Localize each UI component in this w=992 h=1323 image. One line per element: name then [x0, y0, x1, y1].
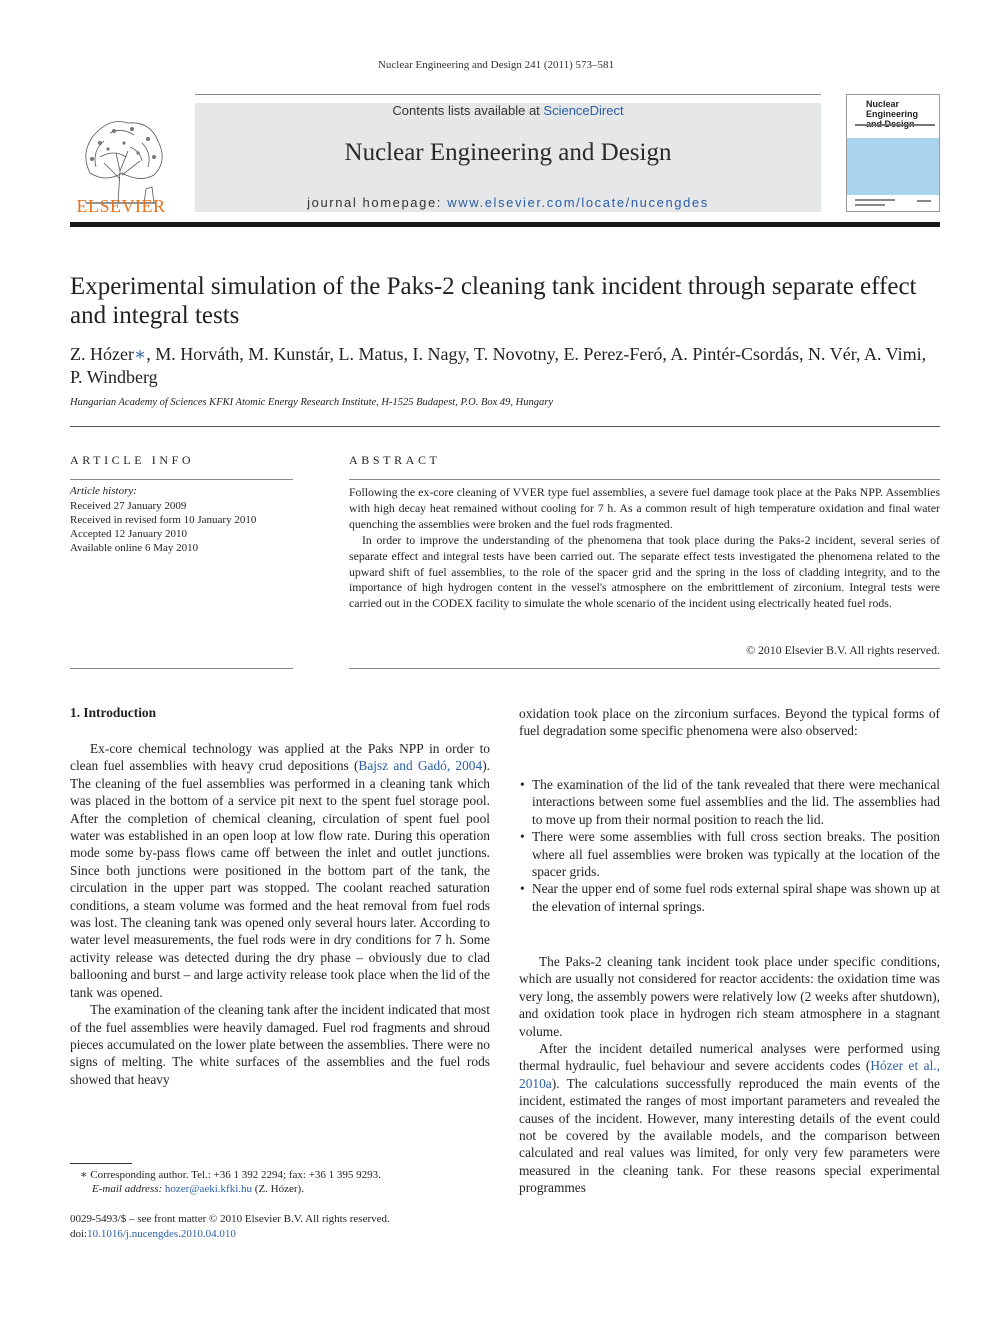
contents-available-line	[195, 103, 821, 118]
divider	[70, 668, 293, 669]
citation-link[interactable]: Bajsz and Gadó, 2004	[358, 758, 483, 774]
divider	[70, 479, 293, 480]
body-paragraph-continued: oxidation took place on the zirconium surfaces. Beyond the typical forms of fuel degradation some specific phenomena were also observed:	[519, 706, 940, 739]
masthead-rule	[195, 94, 821, 95]
email-suffix: (Z. Hózer).	[252, 1183, 304, 1195]
abstract-paragraph: Following the ex-core cleaning of VVER type fuel assemblies, a severe fuel damage took place at the Paks NPP. Assemblies with high decay heat remained without cooling for 7 h. As a common result of high temperature oxidation and final water quenching the assemblies were broken and the fuel rods fragmented.	[349, 485, 940, 531]
body-right-column-top	[519, 705, 940, 740]
abstract-text	[349, 485, 940, 612]
article-title: Experimental simulation of the Paks-2 cleaning tank incident through separate effect and integral tests	[70, 273, 917, 329]
text-run: ). The calculations successfully reproduced the main events of the incident, estimated the ranges of most important parameters and revealed the causes of the incident. However, many interesting details of the event could not be covered by the available models, and the comparison between calculated and real values was limited, for only very few parameters were measured in the cleaning tank. For these reasons special experimental programmes	[519, 1075, 940, 1196]
journal-citation: Nuclear Engineering and Design 241 (2011) 573–581	[377, 59, 615, 71]
body-left-column	[70, 740, 490, 1088]
body-paragraph	[519, 1040, 940, 1197]
cover-title: Nuclear Engineering	[866, 99, 919, 119]
doi-line	[70, 1227, 236, 1241]
journal-name: Nuclear Engineering and Design	[344, 139, 672, 166]
publisher-name: ELSEVIER	[76, 196, 166, 216]
email-label: E-mail address:	[92, 1183, 165, 1195]
affiliation: Hungarian Academy of Sciences KFKI Atomic Energy Research Institute, H-1525 Budapest, P.O. Box 49, Hungary	[70, 397, 554, 408]
doi-label: doi:	[70, 1228, 88, 1240]
divider	[70, 426, 940, 427]
contents-prefix: Contents lists available at	[392, 103, 544, 118]
journal-homepage-line	[195, 195, 821, 210]
history-received: Received 27 January 2009	[70, 500, 187, 512]
history-revised: Received in revised form 10 January 2010	[70, 514, 257, 526]
first-author: Z. Hózer	[70, 344, 134, 364]
divider	[349, 668, 940, 669]
body-paragraph: The examination of the cleaning tank after the incident indicated that most of the fuel assemblies were heavily damaged. Fuel rod fragments and shroud pieces accumulated on the lower plate between the assemblies. There were no signs of melting. The white surfaces of the assemblies and the fuel rods showed that heavy	[70, 1002, 490, 1087]
text-run: Ex-core chemical technology was applied at the Paks NPP in order to clean fuel assemblies with heavy crud depositions (	[70, 741, 490, 774]
body-paragraph: The Paks-2 cleaning tank incident took place under specific conditions, which are usually not considered for reactor accidents: the oxidation time was very long, the assembly powers were relatively low (2 weeks after shutdown), and oxidation took place in hydrogen rich steam atmosphere in a stagnant volume.	[519, 954, 940, 1039]
observation-list	[519, 776, 940, 915]
abstract-heading: ABSTRACT	[349, 453, 441, 467]
list-item: • There were some assemblies with full cross section breaks. The position where all fuel assemblies were broken was typically at the location of the spacer grids.	[519, 828, 940, 880]
front-matter-note: 0029-5493/$ – see front matter © 2010 Elsevier B.V. All rights reserved.	[70, 1213, 390, 1225]
corresponding-author-mark[interactable]: ∗	[133, 344, 147, 364]
history-online: Available online 6 May 2010	[70, 542, 199, 554]
citation-link[interactable]: Hózer et al., 2010a	[519, 1058, 941, 1091]
article-history-label: Article history:	[70, 485, 137, 497]
corresponding-author-note: ∗ Corresponding author. Tel.: +36 1 392 2294; fax: +36 1 395 9293.	[80, 1169, 381, 1181]
cover-image	[847, 138, 939, 195]
body-right-column	[519, 953, 940, 1197]
abstract-paragraph: In order to improve the understanding of the phenomena that took place during the Paks-2 incident, several series of separate effect and integral tests have been carried out. The separate effect tests investigated the phenomena related to the upward shift of fuel assemblies, to the role of the spacer grid and the spring in the loss of cladding integrity, and to the importance of high hydrogen content in the vessel's atmosphere on the embrittlement of zirconium. Integral tests were carried out in the CODEX facility to simulate the whole scenario of the incident using electrically heated fuel rods.	[349, 532, 940, 611]
footnote-rule	[70, 1163, 132, 1164]
text-run: After the incident detailed numerical analyses were performed using thermal hydraulic, fuel behaviour and severe accidents codes (	[519, 1041, 940, 1074]
text-run: ). The cleaning of the fuel assemblies was performed in a cleaning tank which was placed in the bottom of a service pit next to the spent fuel storage pool. After the completion of chemical cleaning, circulation of spent fuel pool water was established in an open loop at low flow rate. During this operation mode some by-pass flows came off between the inlet and outlet junctions. Since both junctions were positioned in the bottom part of the tank, the circulation in the upper part was stopped. The coolant reached saturation conditions, a steam volume was formed and the heat removal from fuel rods was lost. The cleaning tank was opened only several hours later. According to water level measurements, the fuel rods were in dry conditions for 7 h. Some activity release was detected during the dry phase – obviously due to clad ballooning and burst – and large activity release took place when the lid of the tank was opened.	[70, 758, 490, 1000]
email-link[interactable]: hozer@aeki.kfki.hu	[164, 1183, 253, 1195]
abstract-copyright: © 2010 Elsevier B.V. All rights reserved.	[746, 643, 940, 657]
sciencedirect-link[interactable]: ScienceDirect	[543, 103, 624, 118]
other-authors: , M. Horváth, M. Kunstár, L. Matus, I. Nagy, T. Novotny, E. Perez-Feró, A. Pintér-Csordás, N. Vér, A. Vimi, P. Windberg	[70, 344, 927, 387]
homepage-link[interactable]: www.elsevier.com/locate/nucengdes	[447, 195, 709, 210]
history-accepted: Accepted 12 January 2010	[70, 528, 187, 540]
email-note	[92, 1182, 304, 1196]
divider	[349, 479, 940, 480]
cover-footer	[847, 195, 939, 211]
doi-link[interactable]: 10.1016/j.nucengdes.2010.04.010	[87, 1228, 236, 1240]
list-item: • The examination of the lid of the tank revealed that there were mechanical interactions between some fuel assemblies and the lid. The assemblies had to move up from their normal position to reach the lid.	[519, 776, 940, 828]
section-heading-introduction: 1. Introduction	[70, 705, 157, 720]
body-paragraph	[70, 740, 490, 1001]
article-info-heading: ARTICLE INFO	[70, 453, 195, 467]
author-list	[70, 343, 940, 389]
header-rule	[70, 222, 940, 227]
homepage-prefix: journal homepage:	[307, 195, 448, 210]
cover-subtitle-bar	[855, 124, 935, 126]
list-item: • Near the upper end of some fuel rods external spiral shape was shown up at the elevation of internal springs.	[519, 880, 940, 915]
